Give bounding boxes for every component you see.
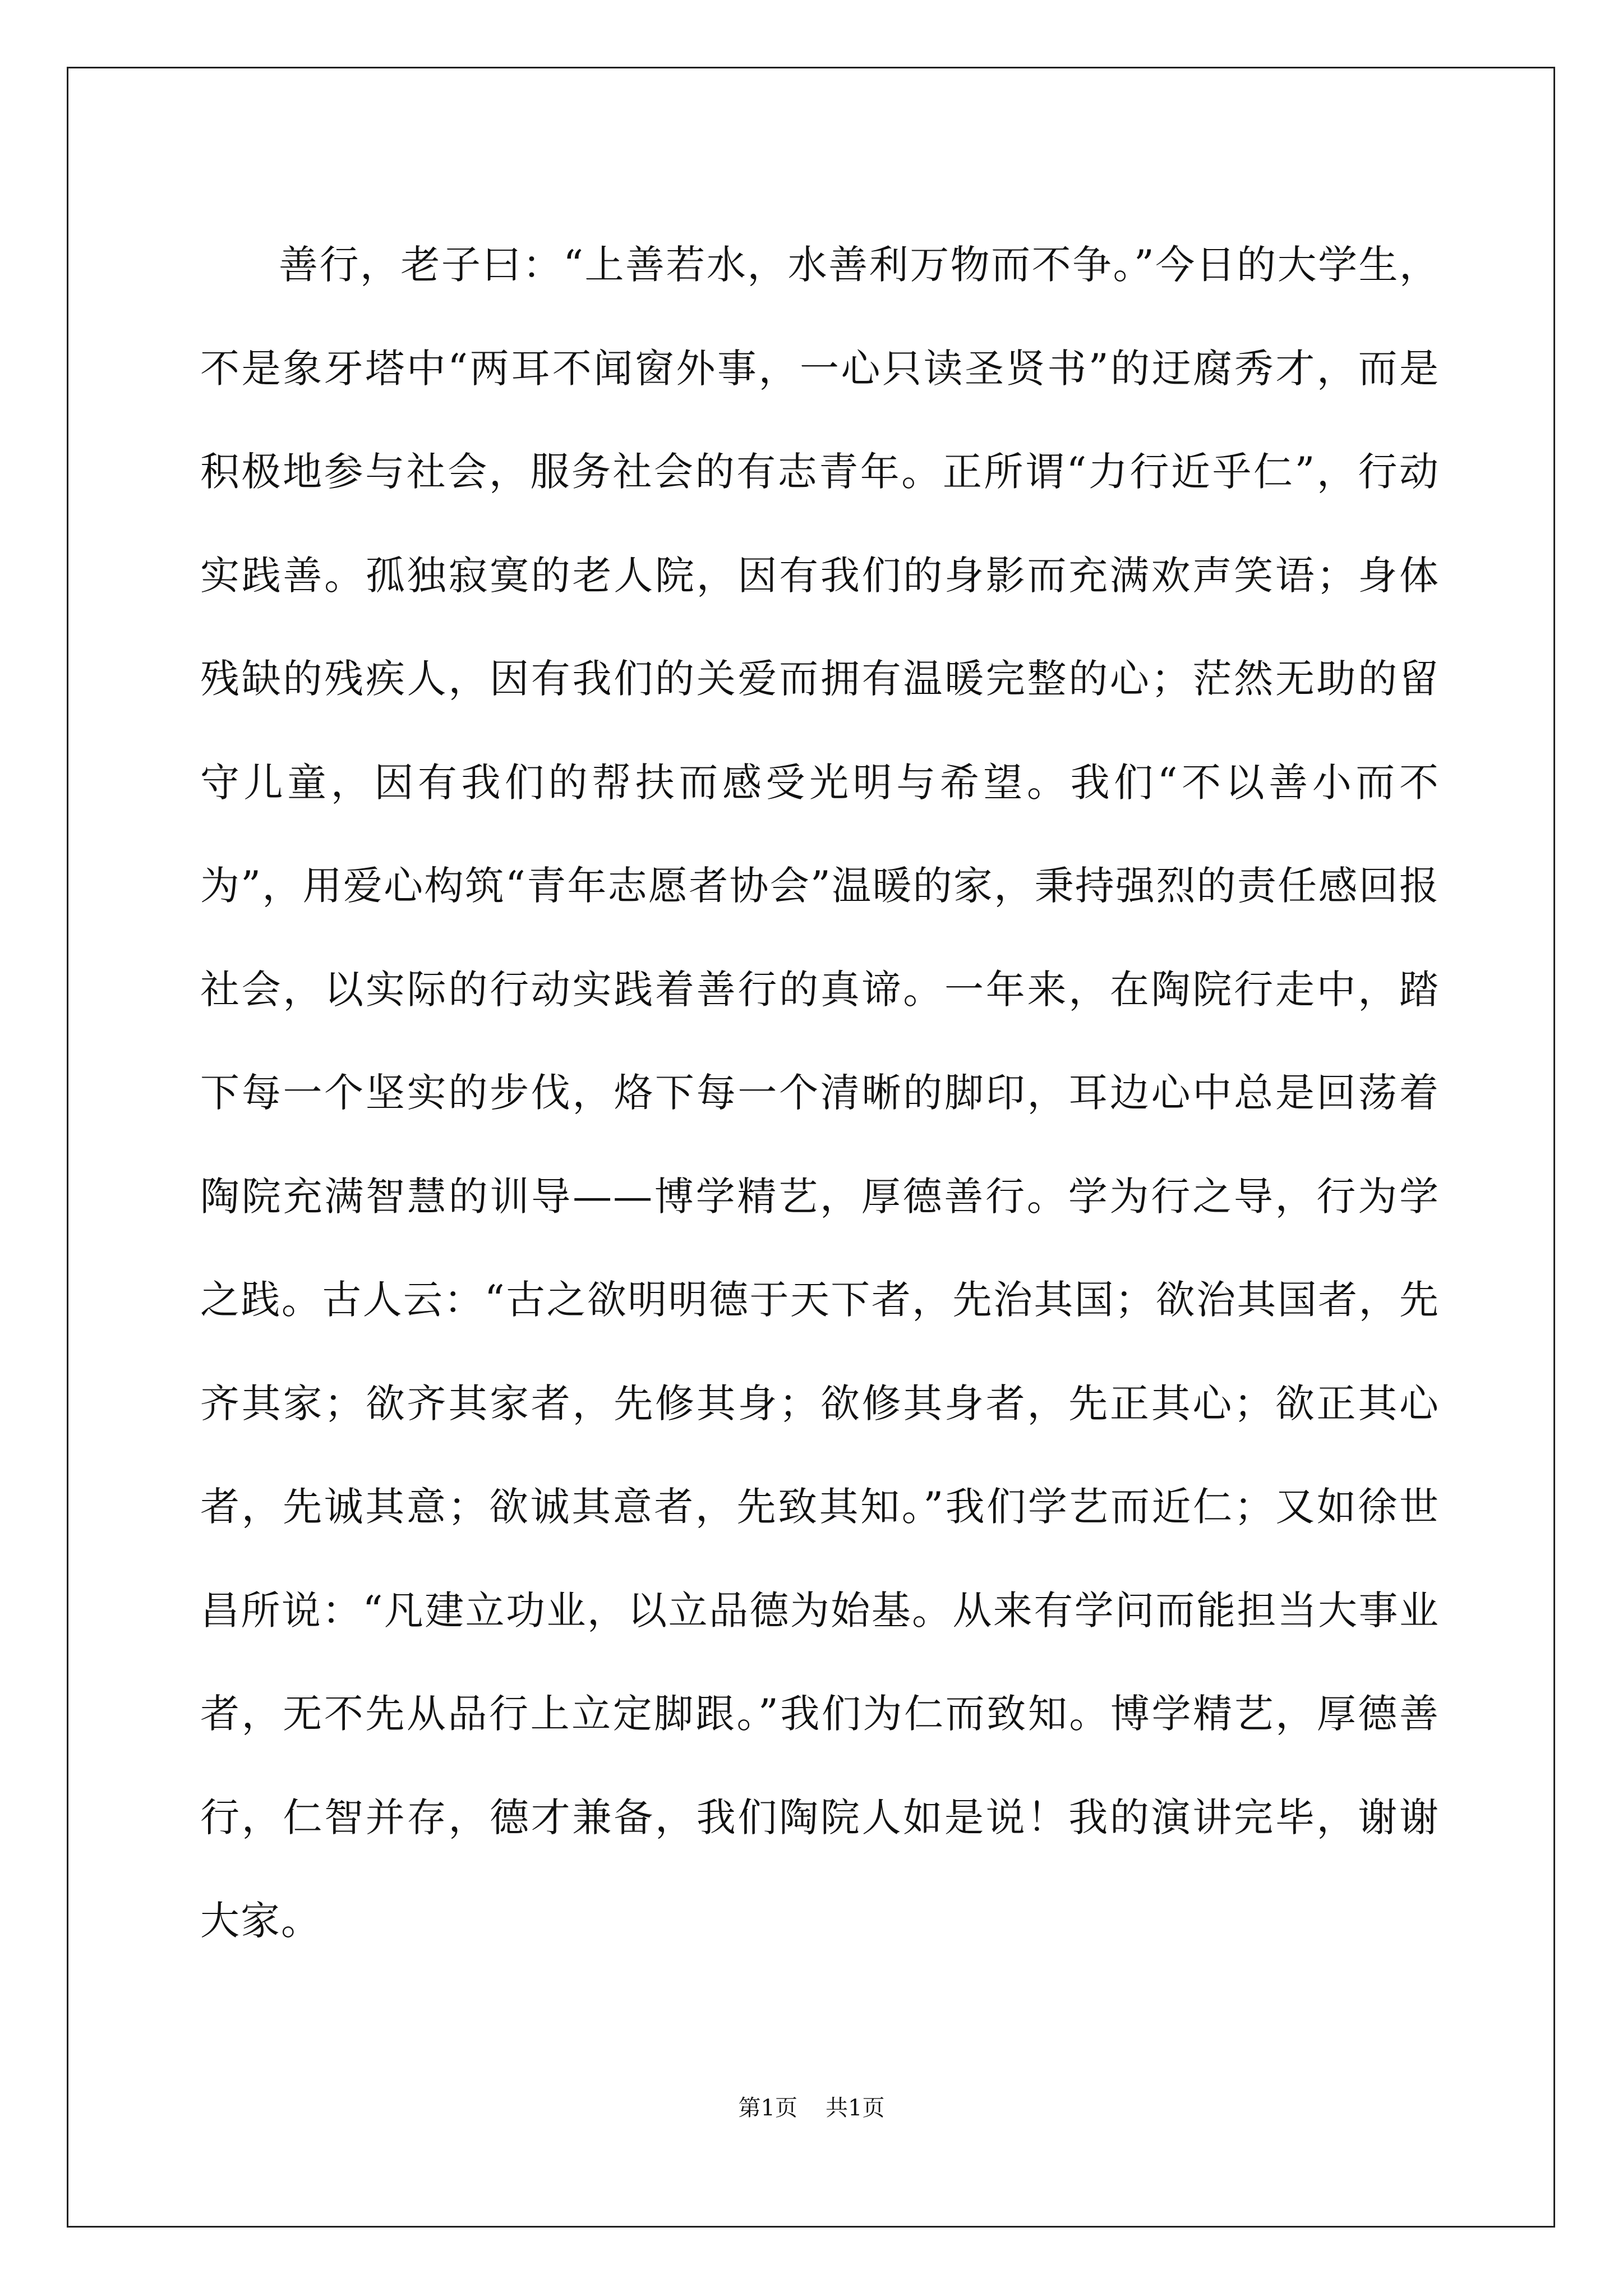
page-footer bbox=[0, 2091, 1623, 2125]
page-number-total: 共1页 bbox=[826, 2095, 885, 2121]
body-paragraph: 善行，老子曰：“上善若水，水善利万物而不争。”今日的大学生，不是象牙塔中“两耳不闻窗外事，一心只读圣贤书”的迂腐秀才，而是积极地参与社会，服务社会的有志青年。正所谓“力行近乎仁”，行动实践善。孤独寂寞的老人院，因有我们的身影而充满欢声笑语；身体残缺的残疾人，因有我们的关爱而拥有温暖完整的心；茫然无助的留守儿童，因有我们的帮扶而感受光明与希望。我们“不以善小而不为”，用爱心构筑“青年志愿者协会”温暖的家，秉持强烈的责任感回报社会，以实际的行动实践着善行的真谛。一年来，在陶院行走中，踏下每一个坚实的步伐，烙下每一个清晰的脚印，耳边心中总是回荡着陶院充满智慧的训导——博学精艺，厚德善行。学为行之导，行为学之践。古人云：“古之欲明明德于天下者，先治其国；欲治其国者，先齐其家；欲齐其家者，先修其身；欲修其身者，先正其心；欲正其心者，先诚其意；欲诚其意者，先致其知。”我们学艺而近仁；又如徐世昌所说：“凡建立功业，以立品德为始基。从来有学问而能担当大事业者，无不先从品行上立定脚跟。”我们为仁而致知。博学精艺，厚德善行，仁智并存，德才兼备，我们陶院人如是说！我的演讲完毕，谢谢大家。 bbox=[200, 242, 1440, 1944]
page-number-current: 第1页 bbox=[738, 2095, 797, 2121]
